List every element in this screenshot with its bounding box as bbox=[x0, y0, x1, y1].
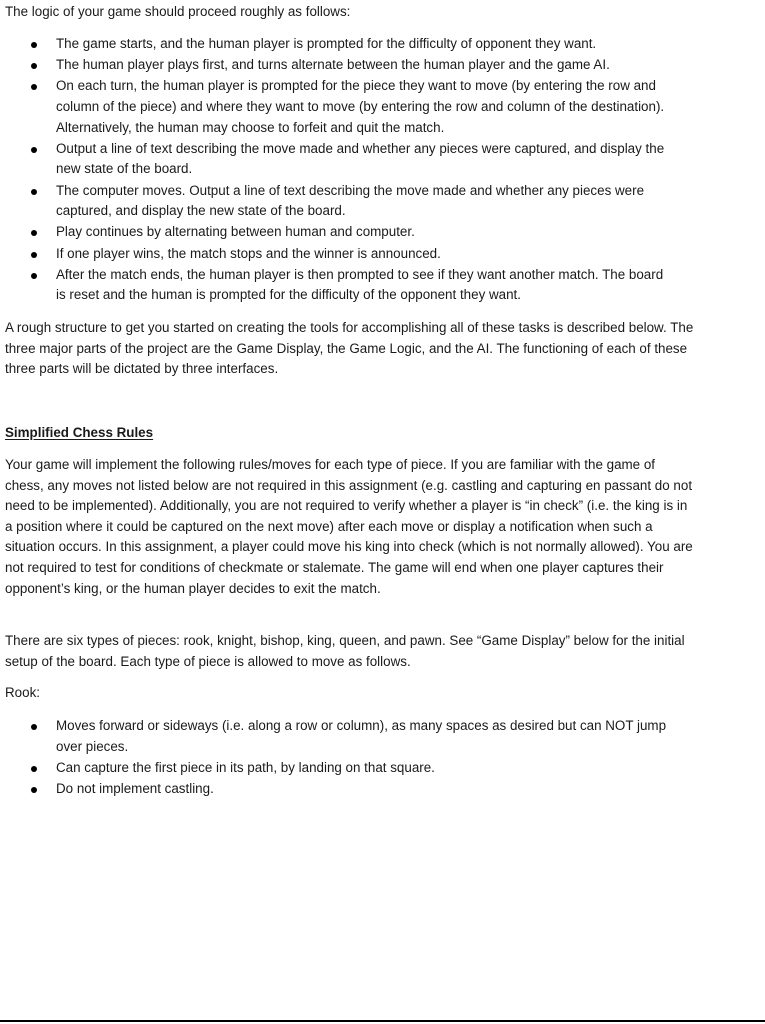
list-item-text: The human player plays first, and turns alternate between the human player and the game AI. bbox=[56, 57, 610, 73]
list-item bbox=[0, 76, 676, 138]
list-item-text: Output a line of text describing the move made and whether any pieces were captured, and display the new state of the board. bbox=[56, 140, 665, 177]
game-logic-list bbox=[0, 34, 720, 306]
list-item-text: Play continues by alternating between human and computer. bbox=[56, 224, 415, 240]
list-item-text: The computer moves. Output a line of text describing the move made and whether any pieces were captured, and display the new state of the board. bbox=[56, 182, 645, 219]
list-item-text: After the match ends, the human player is then prompted to see if they want another match. The board is reset and the human is prompted for the difficulty of the opponent they want. bbox=[56, 266, 664, 303]
list-item-text: If one player wins, the match stops and the winner is announced. bbox=[56, 245, 441, 261]
list-item-text: On each turn, the human player is prompted for the piece they want to move (by entering the row and column of the piece) and where they want to move (by entering the row and column of the destination). Alternatively, the human may choose to forfeit and quit the match. bbox=[56, 78, 665, 135]
list-item bbox=[0, 222, 676, 243]
rook-label: Rook: bbox=[5, 685, 40, 700]
intro-text: The logic of your game should proceed roughly as follows: bbox=[5, 4, 351, 19]
list-item-text: Do not implement castling. bbox=[56, 780, 214, 796]
bullet-icon bbox=[31, 189, 37, 195]
bullet-icon bbox=[31, 147, 37, 153]
list-item bbox=[0, 181, 676, 222]
bullet-icon bbox=[31, 724, 37, 730]
bullet-icon bbox=[31, 252, 37, 258]
bullet-icon bbox=[31, 42, 37, 48]
list-item bbox=[0, 758, 676, 779]
bullet-icon bbox=[31, 787, 37, 793]
structure-paragraph: A rough structure to get you started on creating the tools for accomplishing all of these tasks is described below. The three major parts of the project are the Game Display, the Game Logic, and the AI. The functioning of each of these three parts will be dictated by three interfaces. bbox=[5, 320, 694, 377]
list-item-text: Can capture the first piece in its path, by landing on that square. bbox=[56, 759, 435, 775]
bullet-icon bbox=[31, 84, 37, 90]
list-item bbox=[0, 34, 676, 55]
bullet-icon bbox=[31, 63, 37, 69]
list-item bbox=[0, 779, 676, 800]
list-item bbox=[0, 716, 676, 757]
list-item-text: The game starts, and the human player is prompted for the difficulty of opponent they want. bbox=[56, 36, 597, 51]
rules-paragraph: Your game will implement the following rules/moves for each type of piece. If you are familiar with the game of chess, any moves not listed below are not required in this assignment (e.g. castling and capturing en passant do not need to be implemented). Additionally, you are not required to verify whether a player is “in check” (i.e. the king is in a position where it could be captured on the next move) after each move or display a notification when such a situation occurs. In this assignment, a player could move his king into check (which is not normally allowed). You are not required to test for conditions of checkmate or stalemate. The game will end when one player captures their opponent’s king, or the human player decides to exit the match. bbox=[5, 457, 693, 596]
bullet-icon bbox=[31, 273, 37, 279]
list-item-text: Moves forward or sideways (i.e. along a row or column), as many spaces as desired but can NOT jump over pieces. bbox=[56, 718, 667, 754]
pieces-paragraph: There are six types of pieces: rook, knight, bishop, king, queen, and pawn. See “Game Display” below for the initial setup of the board. Each type of piece is allowed to move as follows. bbox=[5, 633, 685, 669]
rook-rules-list bbox=[0, 716, 720, 800]
bullet-icon bbox=[31, 766, 37, 772]
list-item bbox=[0, 139, 676, 180]
list-item bbox=[0, 244, 676, 265]
bullet-icon bbox=[31, 230, 37, 236]
list-item bbox=[0, 265, 676, 306]
page-bottom-divider bbox=[0, 1020, 765, 1022]
section-heading: Simplified Chess Rules bbox=[5, 425, 154, 440]
list-item bbox=[0, 55, 676, 76]
